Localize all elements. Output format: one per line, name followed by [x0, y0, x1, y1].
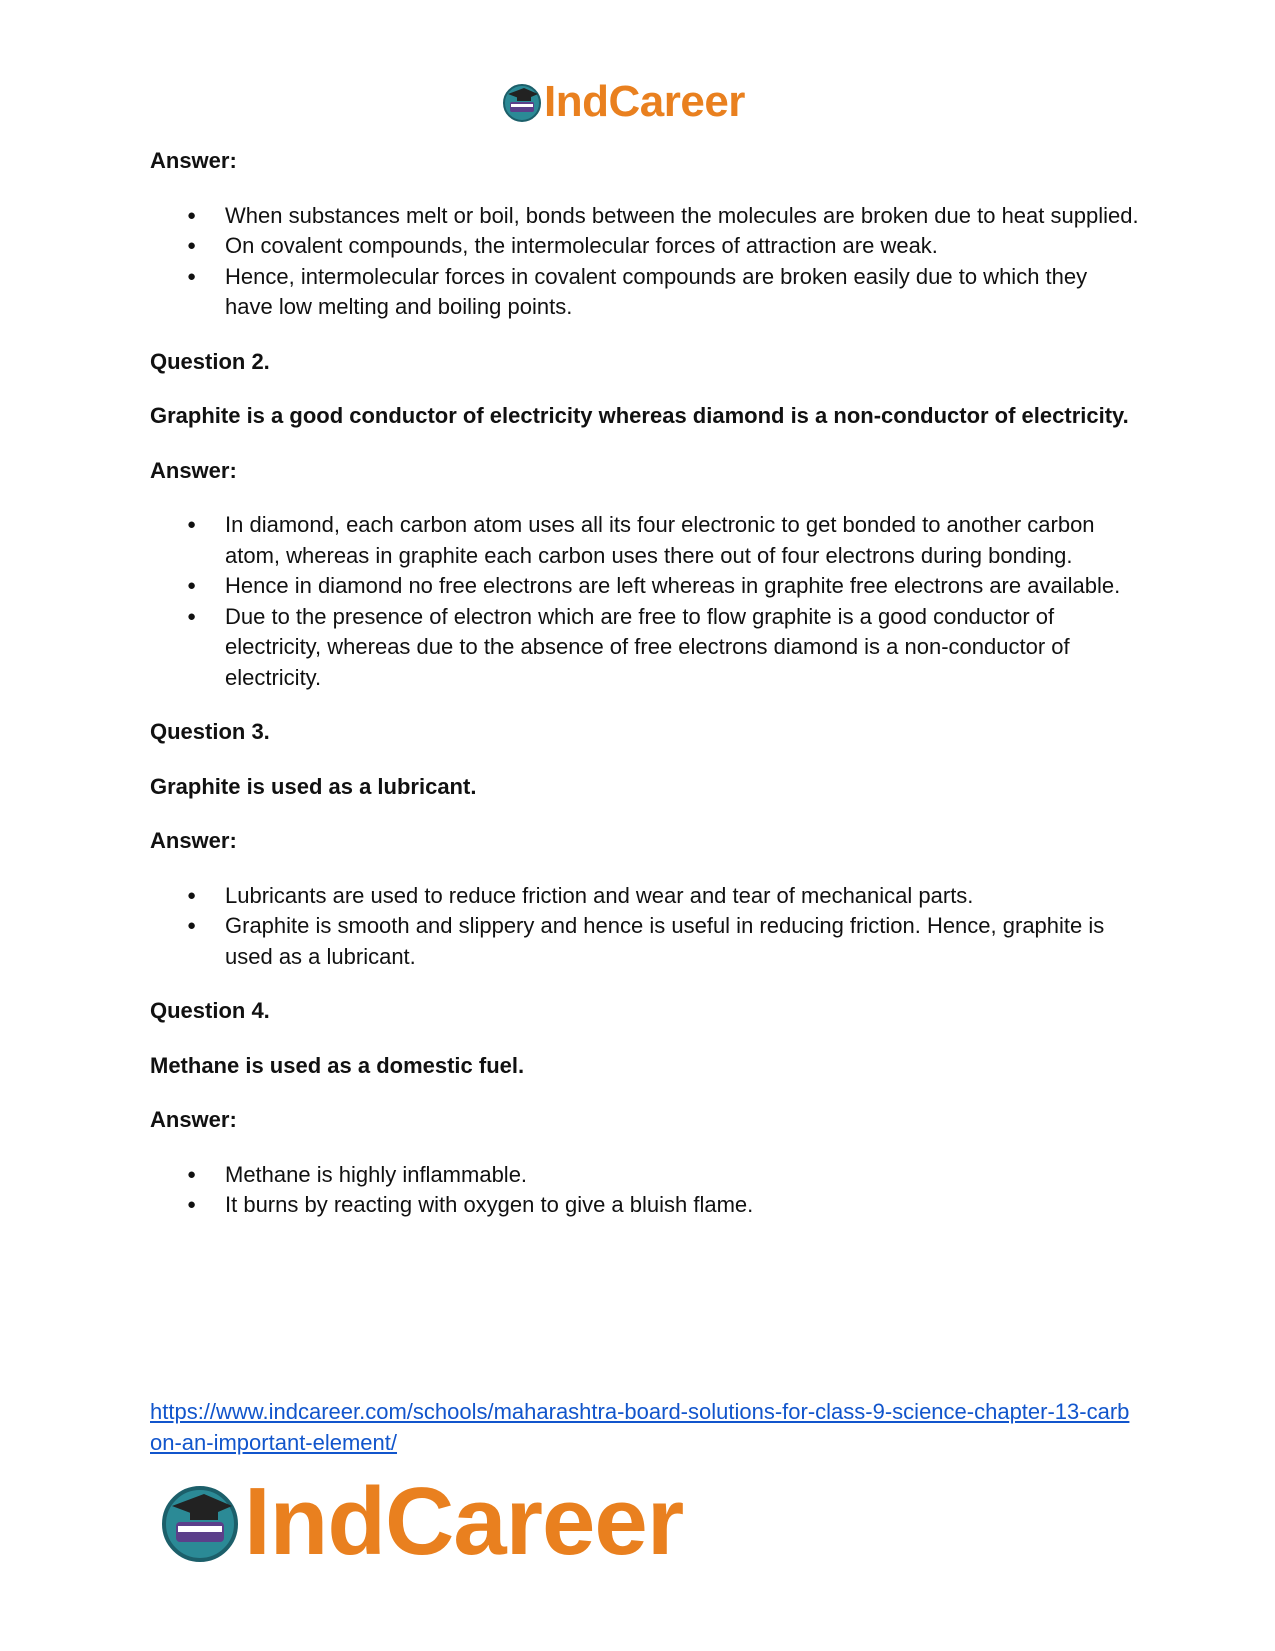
section-heading: Question 2. — [150, 348, 270, 374]
list-item: ● It burns by reacting with oxygen to give a bluish flame. — [225, 1190, 1140, 1221]
list-item: ● Due to the presence of electron which are free to flow graphite is a good conductor of electricity, whereas due to the absence of free electrons diamond is a non-conductor of electricity. — [225, 602, 1140, 694]
bullet-list — [150, 1160, 1140, 1221]
header-logo — [502, 77, 745, 126]
section-heading: Question 4. — [150, 998, 270, 1023]
section-heading: Answer: — [150, 148, 237, 173]
list-item: ● When substances melt or boil, bonds between the molecules are broken due to heat supplied. — [225, 201, 1140, 232]
section-heading: Answer: — [150, 1107, 237, 1132]
list-item: ● Graphite is smooth and slippery and hence is useful in reducing friction. Hence, graphite is used as a lubricant. — [225, 911, 1140, 972]
list-item: ● Hence in diamond no free electrons are left whereas in graphite free electrons are available. — [225, 571, 1140, 602]
bullet-list — [150, 510, 1140, 693]
bullet-list — [150, 201, 1140, 323]
list-item: ● On covalent compounds, the intermolecular forces of attraction are weak. — [225, 231, 1140, 262]
graduation-cap-book-globe-icon — [502, 82, 542, 122]
section-heading: Graphite is a good conductor of electricity whereas diamond is a non-conductor of electricity. — [150, 403, 1129, 428]
list-item: ● Methane is highly inflammable. — [225, 1160, 1140, 1191]
graduation-cap-book-globe-icon — [160, 1482, 240, 1562]
brand-name-large: IndCareer — [244, 1468, 684, 1575]
section-heading: Graphite is used as a lubricant. — [150, 773, 477, 799]
footer-logo — [160, 1468, 684, 1575]
source-link[interactable]: https://www.indcareer.com/schools/maharashtra-board-solutions-for-class-9-science-chapter-13-carbon-an-important-element/ — [150, 1399, 1130, 1455]
section-heading: Answer: — [150, 828, 237, 853]
list-item: ● Hence, intermolecular forces in covalent compounds are broken easily due to which they have low melting and boiling points. — [225, 262, 1140, 323]
list-item: ● Lubricants are used to reduce friction and wear and tear of mechanical parts. — [225, 881, 1140, 912]
document-body — [150, 146, 1140, 1245]
section-heading: Answer: — [150, 457, 237, 483]
bullet-list — [150, 881, 1140, 973]
brand-name: IndCareer — [544, 77, 745, 126]
list-item: ● In diamond, each carbon atom uses all its four electronic to get bonded to another carbon atom, whereas in graphite each carbon uses there out of four electrons during bonding. — [225, 510, 1140, 571]
section-heading: Question 3. — [150, 719, 270, 744]
section-heading: Methane is used as a domestic fuel. — [150, 1052, 525, 1078]
